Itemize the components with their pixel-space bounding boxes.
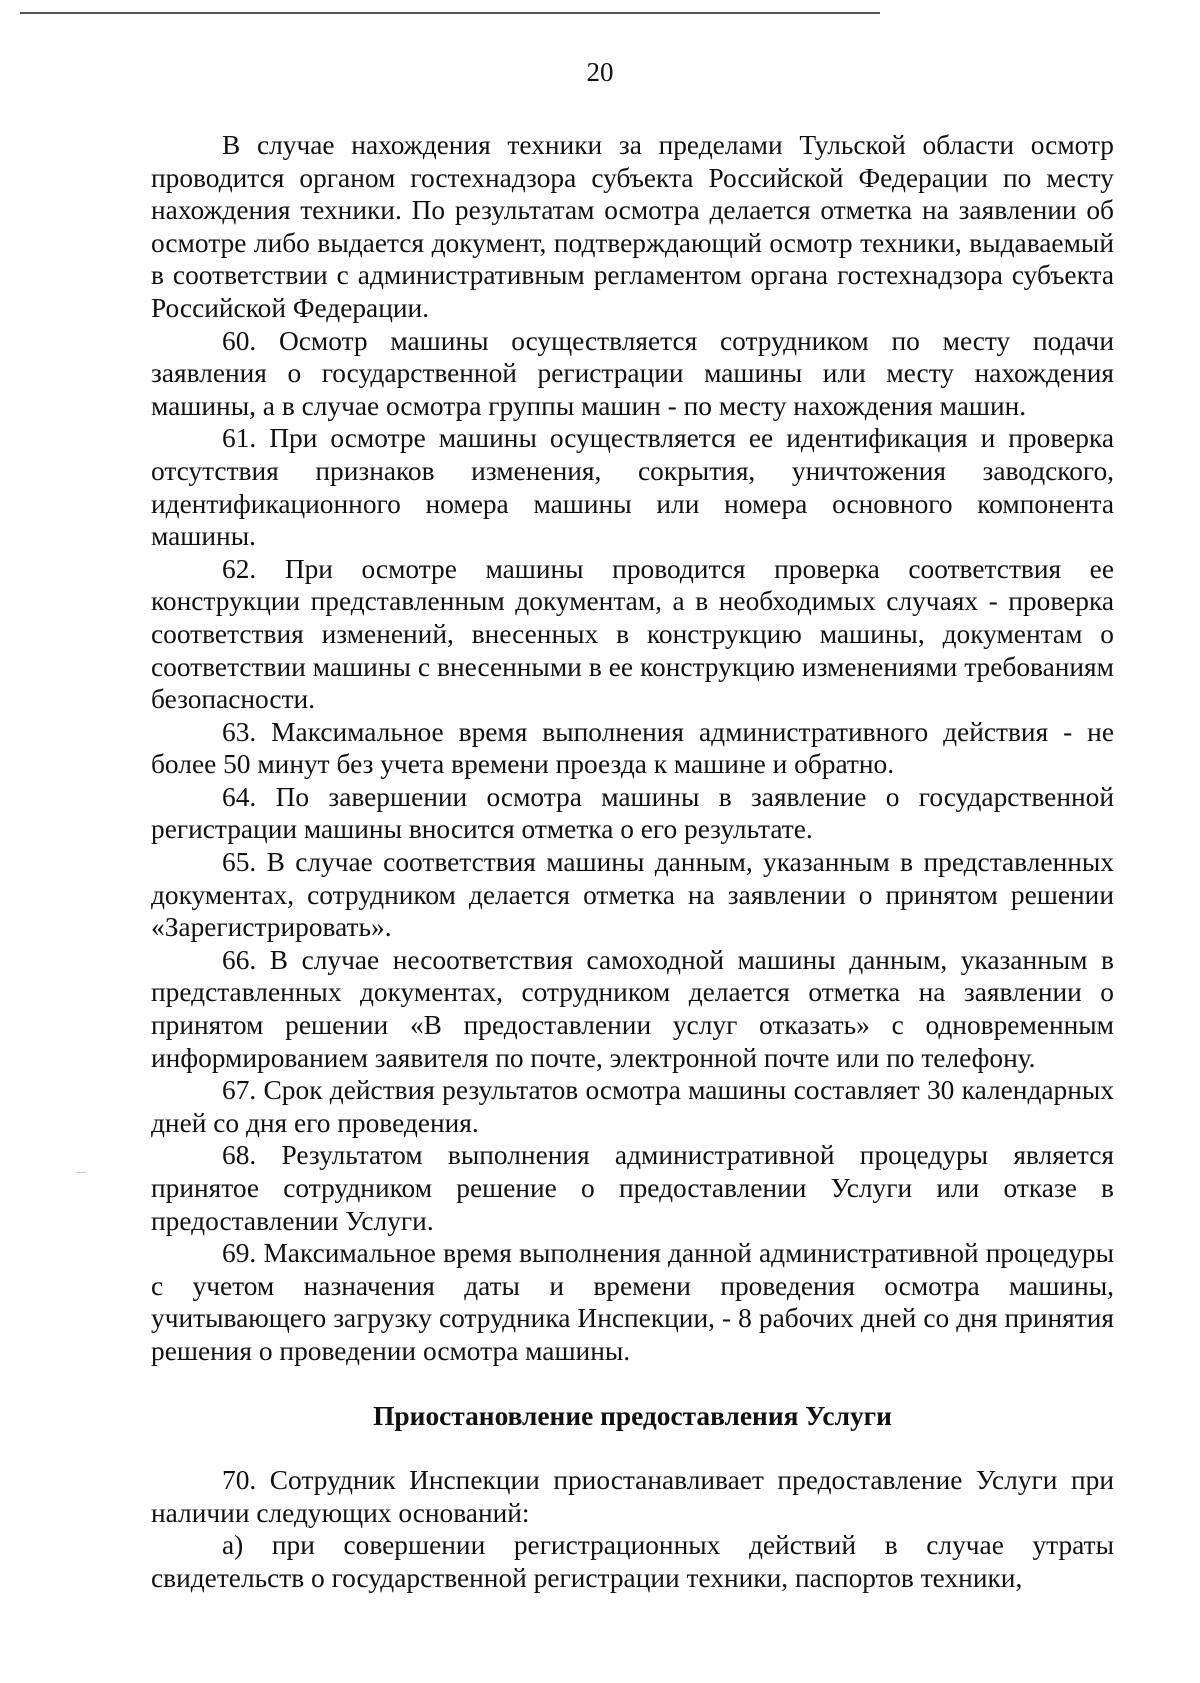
paragraph-63: 63. Максимальное время выполнения административного действия - не более 50 минут без учета времени проезда к машине и обратно. <box>151 716 1114 780</box>
paragraph-67: 67. Срок действия результатов осмотра машины составляет 30 календарных дней со дня его проведения. <box>151 1075 1114 1138</box>
top-rule <box>20 12 880 14</box>
paragraph: В случае нахождения техники за пределами Тульской области осмотр проводится органом гостехнадзора субъекта Российской Федерации по месту нахождения техники. По результатам осмотра делается отметка на заявлении об осмотре либо выдается документ, подтверждающий осмотр техники, выдаваемый в соответствии с административным регламентом органа гостехнадзора субъекта Российской Федерации. <box>151 130 1114 323</box>
document-body <box>151 129 1114 1595</box>
margin-mark <box>76 1172 86 1173</box>
paragraph-64: 64. По завершении осмотра машины в заявление о государственной регистрации машины вносится отметка о его результате. <box>151 781 1114 845</box>
paragraph-66: 66. В случае несоответствия самоходной машины данным, указанным в представленных документах, сотрудником делается отметка на заявлении о принятом решении «В предоставлении услуг отказать» с одновременным информированием заявителя по почте, электронной почте или по телефону. <box>151 944 1114 1073</box>
paragraph-70a: а) при совершении регистрационных действий в случае утраты свидетельств о государственной регистрации техники, паспортов техники, <box>151 1530 1114 1593</box>
paragraph-70: 70. Сотрудник Инспекции приостанавливает предоставление Услуги при наличии следующих оснований: <box>151 1465 1114 1528</box>
section-heading: Приостановление предоставления Услуги <box>373 1400 892 1431</box>
paragraph-68: 68. Результатом выполнения административной процедуры является принятое сотрудником решение о предоставлении Услуги или отказе в предоставлении Услуги. <box>151 1140 1114 1236</box>
paragraph-65: 65. В случае соответствия машины данным, указанным в представленных документах, сотрудником делается отметка на заявлении о принятом решении «Зарегистрировать». <box>151 847 1114 943</box>
paragraph-61: 61. При осмотре машины осуществляется ее идентификация и проверка отсутствия признаков изменения, сокрытия, уничтожения заводского, идентификационного номера машины или номера основного компонента машины. <box>151 423 1114 552</box>
page-number: 20 <box>586 57 614 87</box>
paragraph-62: 62. При осмотре машины проводится проверка соответствия ее конструкции представленным документам, а в необходимых случаях - проверка соответствия изменений, внесенных в конструкцию машины, документам о соответствии машины с внесенными в ее конструкцию изменениями требованиям безопасности. <box>151 553 1114 715</box>
paragraph-60: 60. Осмотр машины осуществляется сотрудником по месту подачи заявления о государственной регистрации машины или месту нахождения машины, а в случае осмотра группы машин - по месту нахождения машин. <box>151 325 1114 421</box>
paragraph-69: 69. Максимальное время выполнения данной административной процедуры с учетом назначения даты и времени проведения осмотра машины, учитывающего загрузку сотрудника Инспекции, - 8 рабочих дней со дня принятия решения о проведении осмотра машины. <box>151 1238 1114 1366</box>
